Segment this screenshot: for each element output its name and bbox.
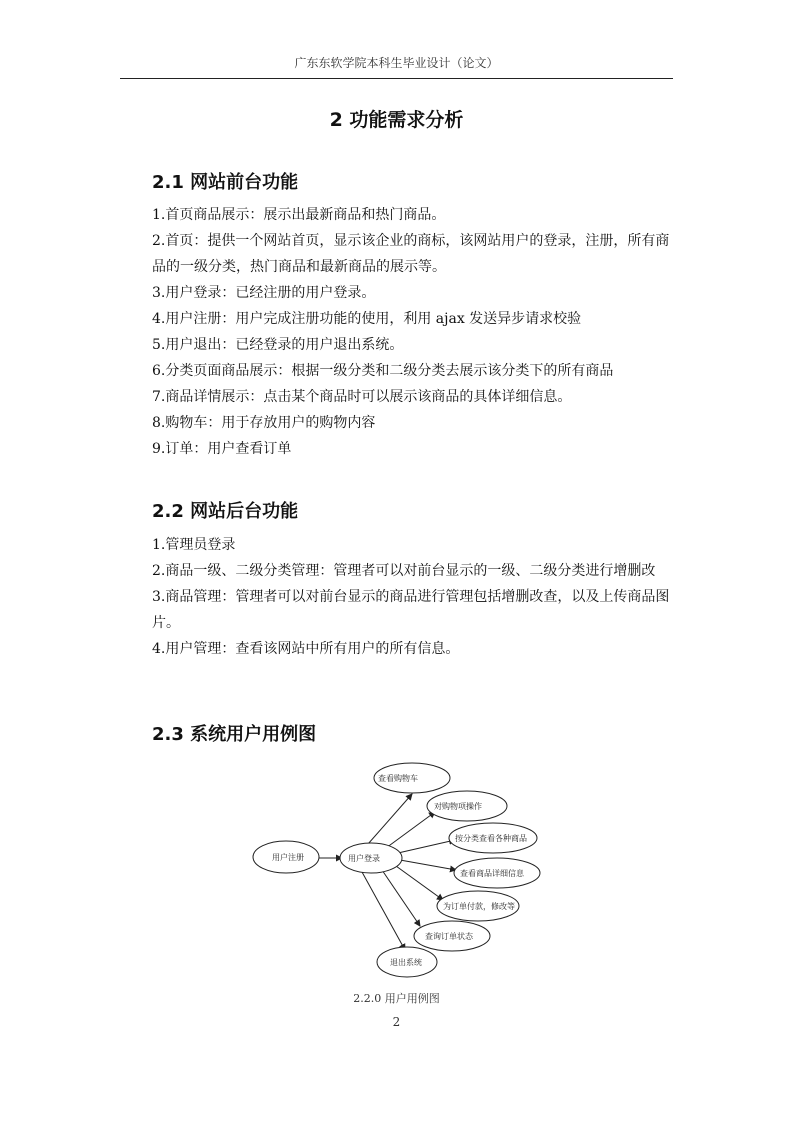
- section-title-2-3: 2.3 系统用户用例图: [152, 724, 317, 745]
- list-item: 4.用户管理：查看该网站中所有用户的所有信息。: [152, 641, 460, 657]
- diagram-label: 用户登录: [348, 854, 380, 863]
- figure-caption: 2.2.0 用户用例图: [353, 992, 440, 1005]
- diagram-label: 查询订单状态: [425, 932, 473, 941]
- arrow-login-case: [396, 866, 443, 900]
- list-item: 5.用户退出：已经登录的用户退出系统。: [152, 337, 404, 353]
- diagram-label: 用户注册: [272, 853, 304, 862]
- chapter-title: 2 功能需求分析: [329, 109, 464, 131]
- section-title-2-2: 2.2 网站后台功能: [152, 501, 299, 522]
- arrow-login-case: [368, 794, 412, 844]
- section-2-1-body: [152, 202, 677, 462]
- use-case-diagram: [250, 750, 550, 982]
- diagram-label: 对购物项操作: [434, 802, 482, 811]
- section-2-2-body: [152, 532, 677, 662]
- header-rule: [120, 78, 673, 79]
- page-header: 广东东软学院本科生毕业设计（论文）: [294, 56, 499, 70]
- list-item: 2.首页：提供一个网站首页，显示该企业的商标，该网站用户的登录，注册，所有商品的一级分类，热门商品和最新商品的展示等。: [152, 233, 670, 275]
- diagram-label: 为订单付款，修改等: [443, 902, 515, 911]
- list-item: 3.用户登录：已经注册的用户登录。: [152, 285, 376, 301]
- list-item: 3.商品管理：管理者可以对前台显示的商品进行管理包括增删改查，以及上传商品图片。: [152, 589, 670, 631]
- list-item: 6.分类页面商品展示：根据一级分类和二级分类去展示该分类下的所有商品: [152, 363, 614, 379]
- list-item: 7.商品详情展示：点击某个商品时可以展示该商品的具体详细信息。: [152, 389, 572, 405]
- list-item: 1.管理员登录: [152, 537, 236, 553]
- section-title-2-1: 2.1 网站前台功能: [152, 172, 299, 193]
- diagram-label: 查看购物车: [378, 774, 418, 783]
- list-item: 1.首页商品展示：展示出最新商品和热门商品。: [152, 207, 446, 223]
- page-number: 2: [392, 1015, 401, 1029]
- list-item: 8.购物车：用于存放用户的购物内容: [152, 415, 376, 431]
- list-item: 2.商品一级、二级分类管理：管理者可以对前台显示的一级、二级分类进行增删改: [152, 563, 656, 579]
- diagram-label: 退出系统: [390, 958, 422, 967]
- diagram-label: 按分类查看各种商品: [455, 834, 527, 843]
- arrow-login-case: [386, 812, 435, 848]
- diagram-label: 查看商品详细信息: [460, 869, 524, 878]
- list-item: 4.用户注册：用户完成注册功能的使用，利用 ajax 发送异步请求校验: [152, 311, 582, 327]
- arrow-login-case: [400, 860, 456, 870]
- list-item: 9.订单：用户查看订单: [152, 441, 292, 457]
- arrow-login-case: [398, 840, 455, 853]
- arrow-login-case: [362, 872, 405, 950]
